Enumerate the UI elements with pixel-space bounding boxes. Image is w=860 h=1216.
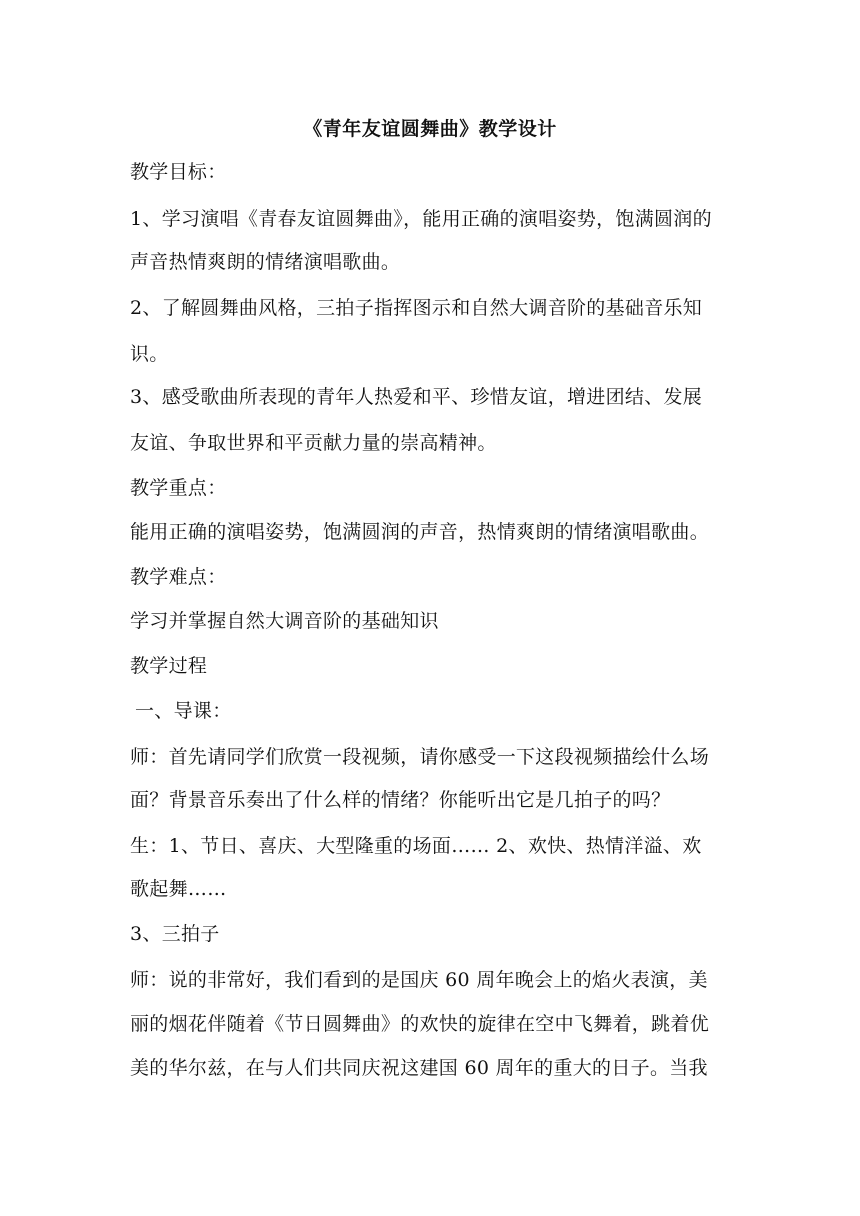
section-heading-difficulties: 教学难点：: [130, 566, 227, 588]
section-heading-process: 教学过程: [130, 655, 208, 677]
document-title: 《青年友谊圆舞曲》教学设计: [303, 118, 557, 140]
paragraph-line: 3、感受歌曲所表现的青年人热爱和平、珍惜友谊，增进团结、发展: [130, 386, 703, 408]
paragraph-line: 歌起舞……: [130, 878, 227, 900]
paragraph-line: 生：1、节日、喜庆、大型隆重的场面…… 2、欢快、热情洋溢、欢: [130, 835, 702, 857]
paragraph-line: 丽的烟花伴随着《节日圆舞曲》的欢快的旋律在空中飞舞着，跳着优: [130, 1013, 710, 1035]
paragraph-line: 美的华尔兹，在与人们共同庆祝这建国 60 周年的重大的日子。当我: [130, 1057, 708, 1079]
section-heading-key-points: 教学重点：: [130, 477, 227, 499]
paragraph-line: 能用正确的演唱姿势，饱满圆润的声音，热情爽朗的情绪演唱歌曲。: [130, 521, 710, 543]
paragraph-line: 声音热情爽朗的情绪演唱歌曲。: [130, 251, 401, 273]
paragraph-line: 1、学习演唱《青春友谊圆舞曲》，能用正确的演唱姿势，饱满圆润的: [130, 208, 712, 230]
paragraph-line: 2、了解圆舞曲风格，三拍子指挥图示和自然大调音阶的基础音乐知: [130, 297, 703, 319]
paragraph-line: 师：说的非常好，我们看到的是国庆 60 周年晚会上的焰火表演，美: [130, 969, 708, 991]
paragraph-line: 师：首先请同学们欣赏一段视频，请你感受一下这段视频描绘什么场: [130, 746, 710, 768]
paragraph-line: 面？背景音乐奏出了什么样的情绪？你能听出它是几拍子的吗？: [130, 789, 671, 811]
paragraph-line: 识。: [130, 343, 169, 365]
paragraph-line: 友谊、争取世界和平贡献力量的崇高精神。: [130, 432, 497, 454]
section-heading-objectives: 教学目标：: [130, 161, 227, 183]
paragraph-line: 学习并掌握自然大调音阶的基础知识: [130, 610, 439, 632]
paragraph-line: 3、三拍子: [130, 923, 220, 945]
subsection-heading-intro: 一、导课：: [135, 700, 232, 722]
